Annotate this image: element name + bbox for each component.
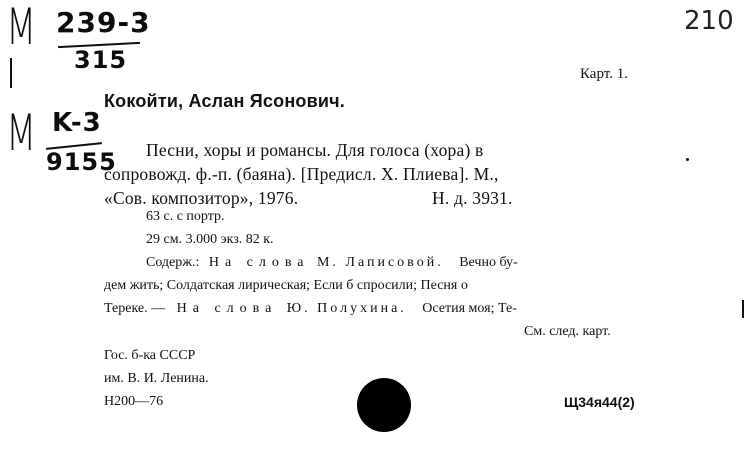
scan-speck bbox=[686, 158, 689, 161]
contents-lyricist-2: Ю. Полухина. bbox=[286, 301, 407, 316]
contents-label: Содерж.: bbox=[146, 255, 200, 270]
contents-lyricist-label-1: На слова bbox=[208, 255, 310, 270]
library-line-1: Гос. б-ка СССР bbox=[104, 348, 196, 363]
contents-tereke: Тереке. — bbox=[104, 301, 166, 316]
contents-lyricist-1: М. Лаписовой. bbox=[317, 255, 444, 270]
size-edition-price: 29 см. 3.000 экз. 82 к. bbox=[146, 232, 274, 247]
library-line-3: Н200—76 bbox=[104, 394, 164, 409]
publisher-number: Н. д. 3931. bbox=[432, 188, 513, 208]
contents-song-start: Вечно бу- bbox=[459, 255, 518, 270]
contents-lyricist-label-2: На слова bbox=[176, 301, 278, 316]
card-number: Карт. 1. bbox=[580, 66, 628, 82]
punch-hole bbox=[357, 378, 411, 432]
left-edge-mark bbox=[10, 58, 12, 88]
author-heading: Кокойти, Аслан Ясонович. bbox=[104, 91, 345, 111]
title-line-2: сопровожд. ф.-п. (баяна). [Предисл. Х. Плиева]. М., bbox=[104, 164, 499, 184]
classification-code: Щ34я44(2) bbox=[564, 394, 635, 410]
contents-line-2: дем жить; Солдатская лирическая; Если б спросили; Песня о bbox=[104, 278, 468, 293]
continuation-note: См. след. карт. bbox=[524, 324, 611, 339]
contents-song-continue: Осетия моя; Те- bbox=[422, 301, 517, 316]
shelfmark-2-letter: M bbox=[6, 104, 37, 162]
right-edge-mark bbox=[742, 300, 744, 318]
shelfmark-1-letter: M bbox=[6, 0, 37, 56]
shelfmark-1-bottom: 315 bbox=[74, 46, 128, 74]
contents-line-1 bbox=[146, 255, 518, 271]
shelfmark-2-top: K-3 bbox=[52, 108, 102, 138]
contents-line-3 bbox=[104, 301, 517, 317]
library-line-2: им. В. И. Ленина. bbox=[104, 371, 209, 386]
title-line-3: «Сов. композитор», 1976. bbox=[104, 188, 299, 208]
shelfmark-1-top: 239-3 bbox=[56, 6, 151, 39]
title-line-1: Песни, хоры и романсы. Для голоса (хора) в bbox=[146, 140, 484, 160]
shelfmark-2-bottom: 9155 bbox=[46, 148, 117, 176]
corner-number: 210 bbox=[684, 6, 734, 36]
pages-info: 63 с. с портр. bbox=[146, 209, 225, 224]
